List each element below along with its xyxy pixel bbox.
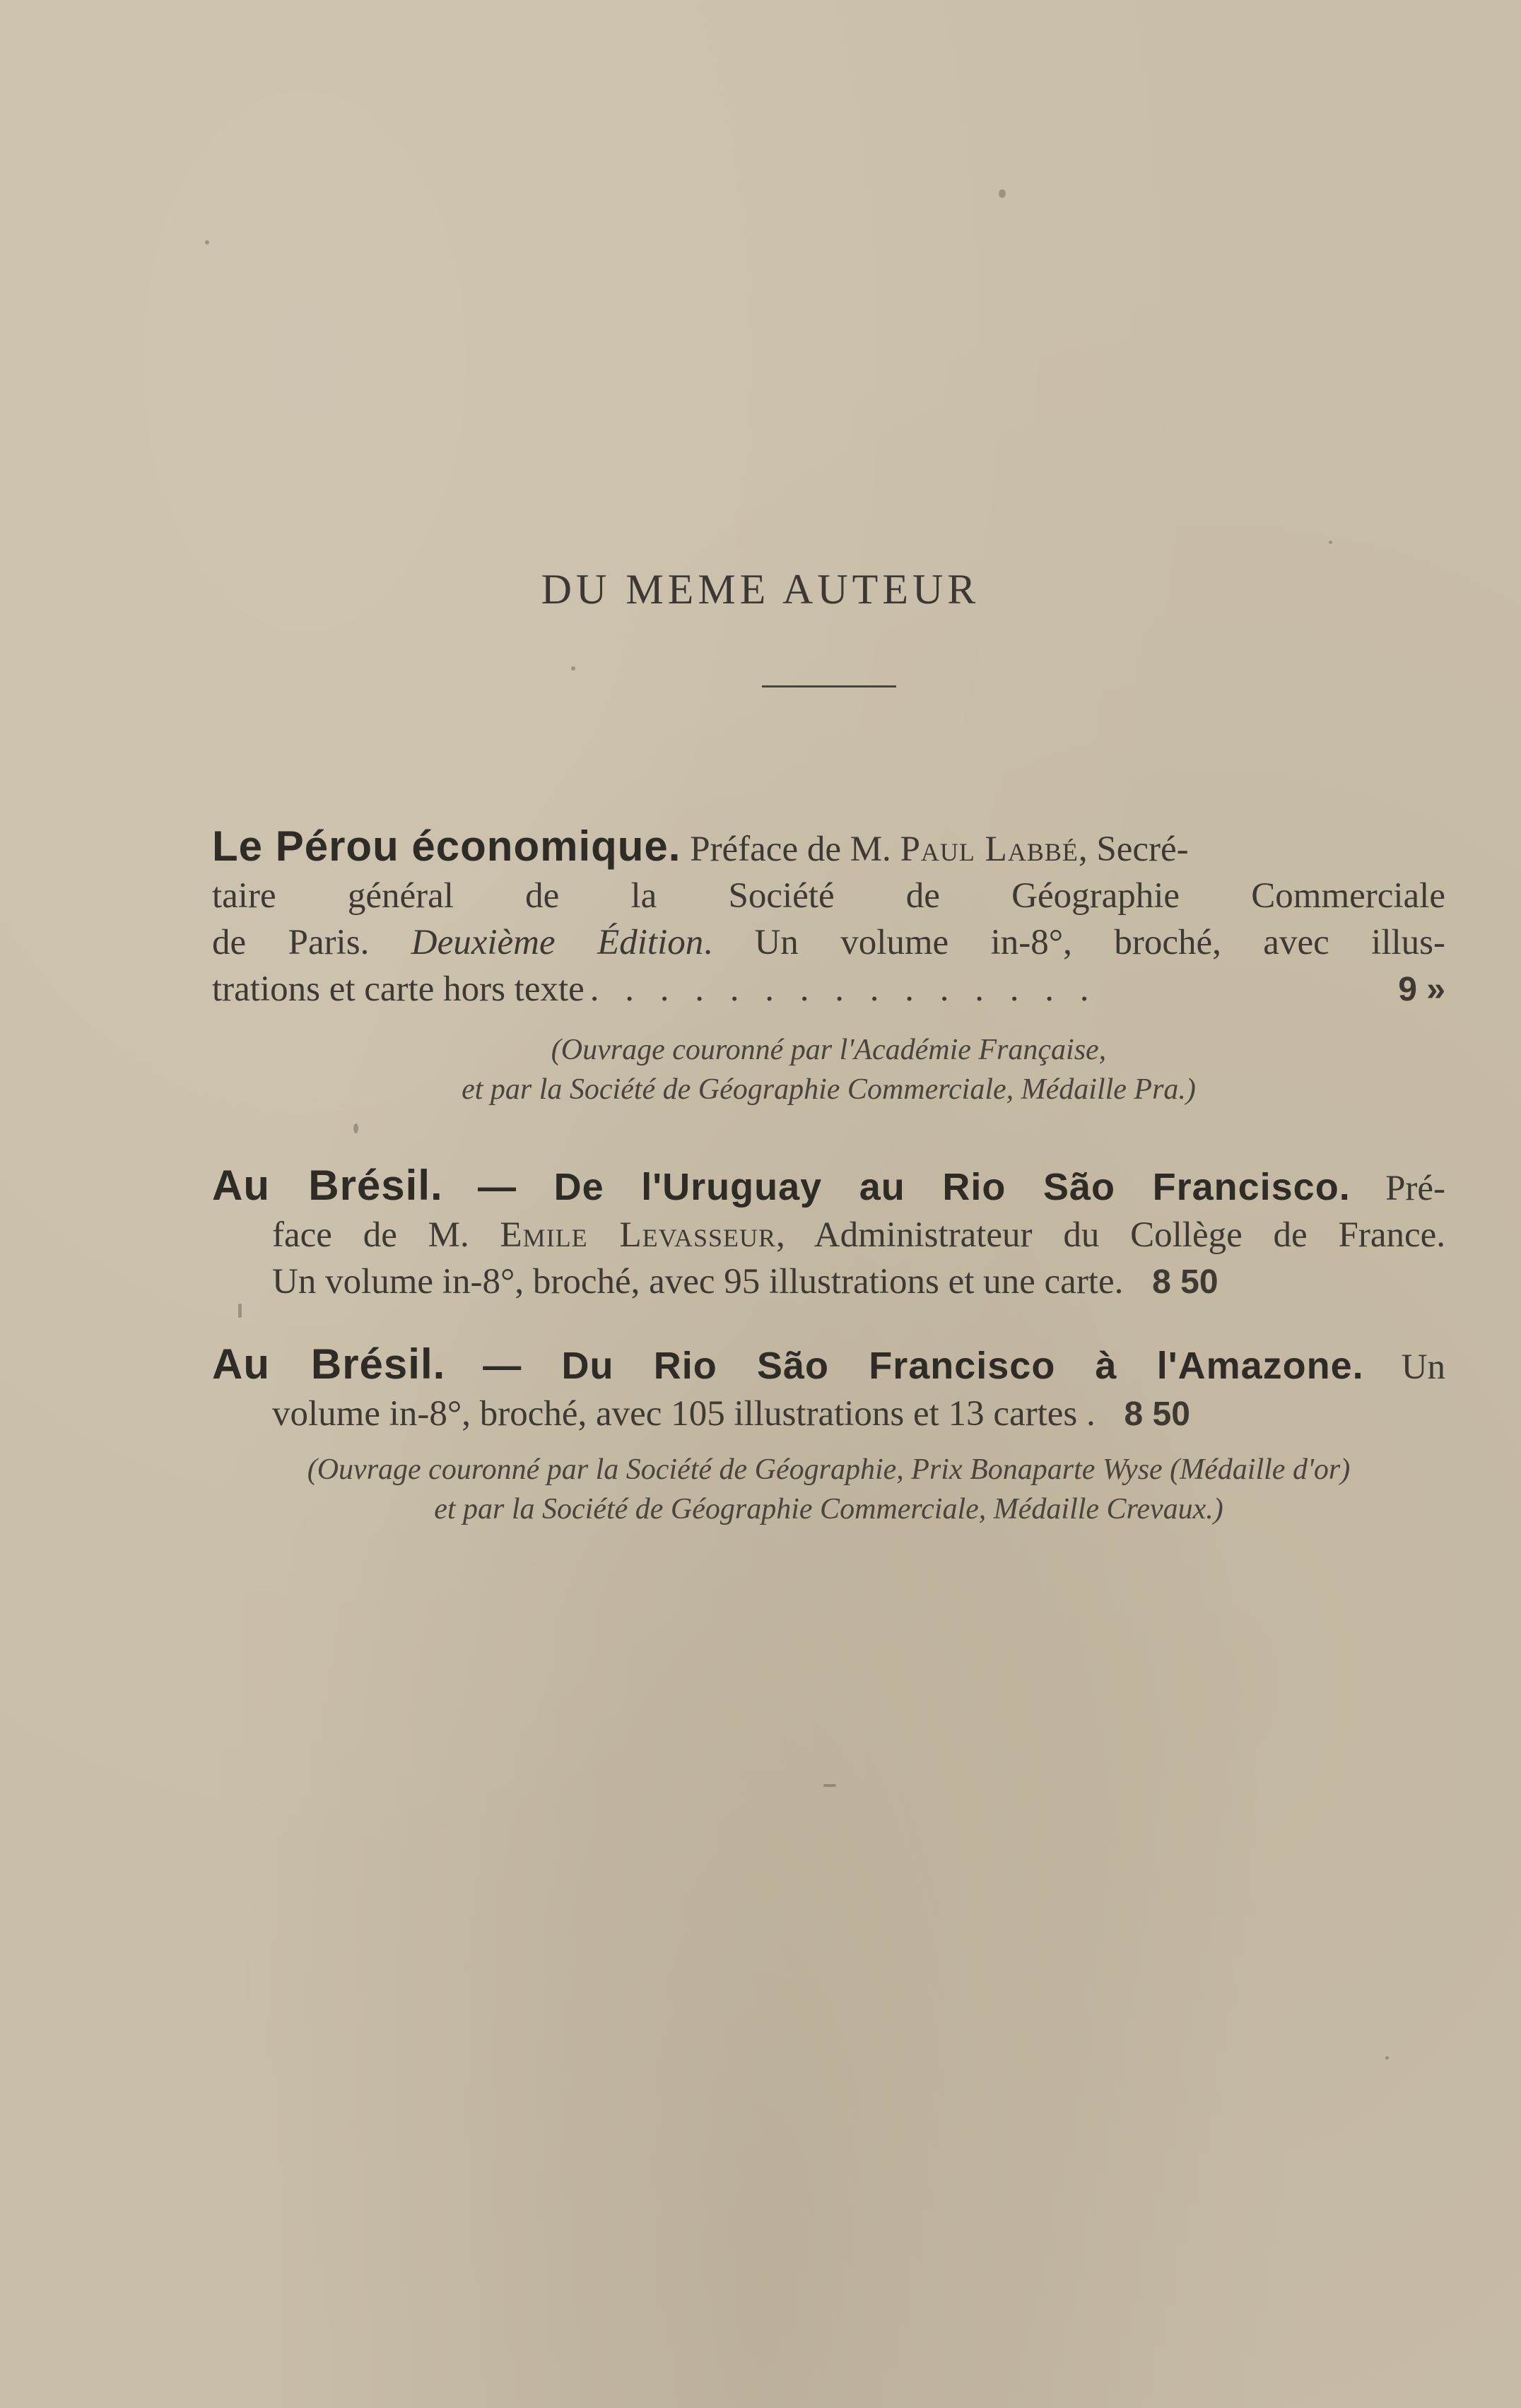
price: 9 » — [1398, 971, 1445, 1008]
entry-text: Un — [1401, 1347, 1446, 1387]
book-title: Le Pérou économique. — [212, 822, 681, 870]
entry-text: . Un volume in-8°, broché, avec illus- — [703, 923, 1445, 962]
spacer — [1132, 1262, 1138, 1302]
book-title: Au Brésil. — [212, 1162, 443, 1209]
entry-line — [212, 1341, 1445, 1391]
award-note-perou — [212, 1030, 1445, 1109]
award-line: (Ouvrage couronné par la Société de Géographie, Prix Bonaparte Wyse (Médaille d'or) — [307, 1453, 1351, 1486]
entry-text: volume in-8°, broché, avec 105 illustrations et 13 cartes . — [272, 1394, 1096, 1434]
leader-dots: . . . . . . . . . . . . . . . — [589, 969, 1098, 1009]
entry-text: , Administrateur du Collège de France. — [776, 1215, 1445, 1255]
book-subtitle: — Du Rio São Francisco à l'Amazone. — [483, 1345, 1364, 1387]
entry-line — [212, 919, 1445, 966]
entry-text: trations et carte hors texte — [212, 969, 585, 1009]
edition-label: Deuxième Édition — [411, 923, 704, 962]
entry-price-line — [212, 1258, 1445, 1306]
book-entry-perou — [212, 823, 1445, 1013]
price: 8 50 — [1152, 1263, 1218, 1301]
entry-text: Un volume in-8°, broché, avec 95 illustrations et une carte. — [272, 1262, 1124, 1302]
entry-price-line — [212, 1391, 1445, 1438]
page-heading: DU MEME AUTEUR — [541, 566, 980, 613]
entry-line — [212, 823, 1445, 873]
award-line: et par la Société de Géographie Commerciale, Médaille Crevaux.) — [434, 1493, 1223, 1525]
entry-line — [212, 1162, 1445, 1212]
entry-text: , Secré- — [1078, 830, 1189, 869]
entry-line — [212, 873, 1445, 919]
book-entry-bresil-2 — [212, 1341, 1445, 1438]
entry-line — [212, 1212, 1445, 1258]
price: 8 50 — [1124, 1395, 1190, 1433]
author-name: Paul Labbé — [900, 830, 1079, 869]
award-note-bresil — [212, 1450, 1445, 1529]
entry-text: de Paris. — [212, 923, 411, 962]
entry-text: Pré- — [1385, 1169, 1446, 1208]
award-line: (Ouvrage couronné par l'Académie Française, — [551, 1034, 1107, 1066]
entry-text: Préface de M. — [690, 830, 900, 869]
entry-text: taire général de la Société de Géographie Commerciale — [212, 876, 1445, 916]
heading-rule — [762, 685, 896, 687]
entry-price-line — [212, 966, 1445, 1013]
author-name: Emile Levasseur — [500, 1215, 777, 1255]
book-subtitle: — De l'Uruguay au Rio São Francisco. — [478, 1166, 1351, 1208]
entry-text: face de M. — [272, 1215, 500, 1255]
award-line: et par la Société de Géographie Commerciale, Médaille Pra.) — [462, 1073, 1196, 1106]
book-title: Au Brésil. — [212, 1340, 446, 1388]
book-entry-bresil-1 — [212, 1162, 1445, 1306]
